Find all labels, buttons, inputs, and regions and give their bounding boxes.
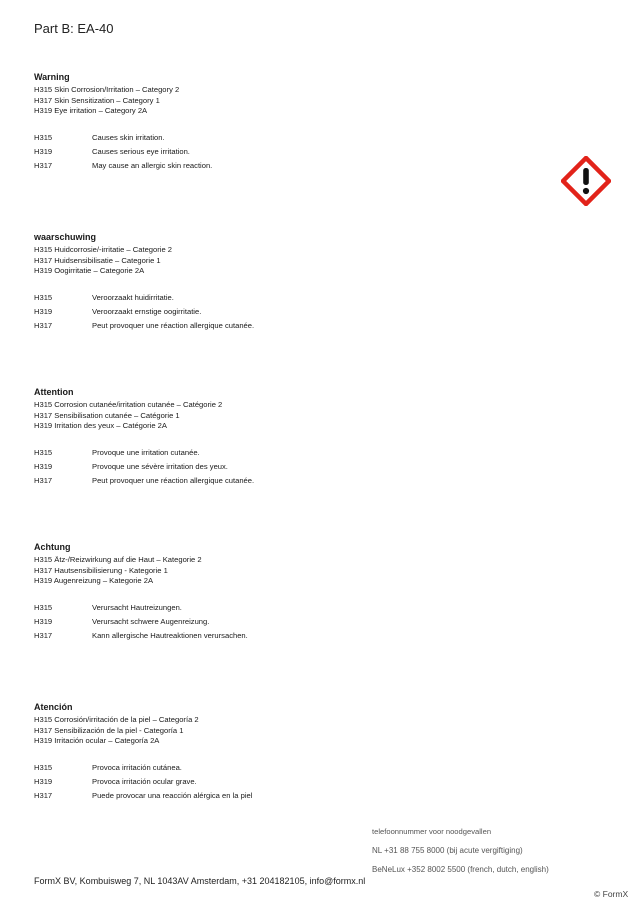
hazard-code: H319 [34, 616, 53, 626]
hazard-code: H319 [34, 776, 53, 786]
signal-word: waarschuwing [34, 232, 97, 242]
hazard-code: H315 [34, 762, 53, 772]
hazard-text: Verursacht Hautreizungen. [92, 602, 182, 612]
emergency-phone-nl: NL +31 88 755 8000 (bij acute vergiftiging) [372, 846, 523, 855]
hazard-section-dutch [34, 232, 554, 333]
hazard-section-spanish [34, 702, 554, 803]
hazard-code: H319 [34, 461, 53, 471]
classification-line: H319 Oogirritatie – Categorie 2A [34, 266, 145, 276]
signal-word: Warning [34, 72, 70, 82]
hazard-code: H319 [34, 306, 53, 316]
hazard-statement [34, 159, 554, 173]
hazard-statement [34, 291, 554, 305]
classification-line: H317 Skin Sensitization – Category 1 [34, 95, 160, 105]
hazard-statements [34, 291, 554, 333]
hazard-code: H319 [34, 146, 53, 156]
hazard-statement [34, 145, 554, 159]
hazard-code: H317 [34, 320, 53, 330]
hazard-statements [34, 601, 554, 643]
classification-line: H319 Irritación ocular – Categoría 2A [34, 736, 160, 746]
classification-line: H319 Irritation des yeux – Catégorie 2A [34, 421, 167, 431]
signal-word: Attention [34, 387, 74, 397]
signal-word: Atención [34, 702, 73, 712]
classification-line: H317 Sensibilisation cutanée – Catégorie 1 [34, 410, 180, 420]
hazard-code: H317 [34, 790, 53, 800]
hazard-statement [34, 629, 554, 643]
hazard-text: Peut provoquer une réaction allergique cutanée. [92, 320, 255, 330]
hazard-code: H315 [34, 447, 53, 457]
emergency-phone-benelux: BeNeLux +352 8002 5500 (french, dutch, english) [372, 865, 549, 874]
classification-line: H315 Ätz-/Reizwirkung auf die Haut – Kategorie 2 [34, 555, 202, 564]
hazard-statement [34, 460, 554, 474]
hazard-text: Provoca irritación cutánea. [92, 762, 182, 772]
hazard-statement [34, 615, 554, 629]
classification-line: H315 Corrosión/irritación de la piel – Categoría 2 [34, 715, 199, 724]
page-title: Part B: EA-40 [34, 21, 114, 36]
hazard-text: Peut provoquer une réaction allergique cutanée. [92, 475, 255, 485]
emergency-label: telefoonnummer voor noodgevallen [372, 827, 492, 836]
hazard-statements [34, 761, 554, 803]
hazard-code: H315 [34, 292, 53, 302]
hazard-text: Kann allergische Hautreaktionen verursachen. [92, 630, 248, 640]
hazard-text: Veroorzaakt huidirritatie. [92, 292, 174, 302]
hazard-statement [34, 305, 554, 319]
hazard-code: H315 [34, 602, 53, 612]
classification-line: H317 Sensibilización de la piel - Categoría 1 [34, 725, 184, 735]
classification-line: H317 Hautsensibilisierung - Kategorie 1 [34, 565, 168, 575]
ghs-exclamation-mark-icon [561, 156, 611, 206]
classification-line: H319 Augenreizung – Kategorie 2A [34, 576, 154, 586]
hazard-text: Provoque une irritation cutanée. [92, 447, 200, 457]
emergency-contact [372, 826, 549, 875]
hazard-code: H317 [34, 160, 53, 170]
hazard-statement [34, 601, 554, 615]
signal-word: Achtung [34, 542, 71, 552]
hazard-statement [34, 761, 554, 775]
classification-line: H315 Corrosion cutanée/irritation cutanée – Catégorie 2 [34, 400, 223, 409]
hazard-text: Causes skin irritation. [92, 132, 165, 142]
hazard-text: Puede provocar una reacción alérgica en la piel [92, 790, 253, 800]
hazard-statement [34, 775, 554, 789]
classification-line: H319 Eye irritation – Category 2A [34, 106, 148, 116]
hazard-statement [34, 319, 554, 333]
hazard-statements [34, 131, 554, 173]
copyright: © FormX [594, 889, 629, 899]
hazard-section-french [34, 387, 554, 488]
hazard-statement [34, 446, 554, 460]
classification-line: H315 Skin Corrosion/Irritation – Category 2 [34, 85, 180, 94]
hazard-statement [34, 474, 554, 488]
classification-line: H317 Huidsensibilisatie – Categorie 1 [34, 255, 161, 265]
hazard-code: H315 [34, 132, 53, 142]
hazard-text: Veroorzaakt ernstige oogirritatie. [92, 306, 202, 316]
hazard-code: H317 [34, 475, 53, 485]
hazard-code: H317 [34, 630, 53, 640]
hazard-section-english [34, 72, 554, 173]
company-footer: FormX BV, Kombuisweg 7, NL 1043AV Amsterdam, +31 204182105, info@formx.nl [34, 876, 366, 886]
hazard-text: Provoca irritación ocular grave. [92, 776, 197, 786]
hazard-section-german [34, 542, 554, 643]
hazard-text: Verursacht schwere Augenreizung. [92, 616, 210, 626]
hazard-statement [34, 131, 554, 145]
classification-line: H315 Huidcorrosie/-irritatie – Categorie 2 [34, 245, 173, 254]
hazard-statements [34, 446, 554, 488]
hazard-statement [34, 789, 554, 803]
hazard-text: Causes serious eye irritation. [92, 146, 190, 156]
hazard-text: Provoque une sévère irritation des yeux. [92, 461, 228, 471]
hazard-text: May cause an allergic skin reaction. [92, 160, 213, 170]
